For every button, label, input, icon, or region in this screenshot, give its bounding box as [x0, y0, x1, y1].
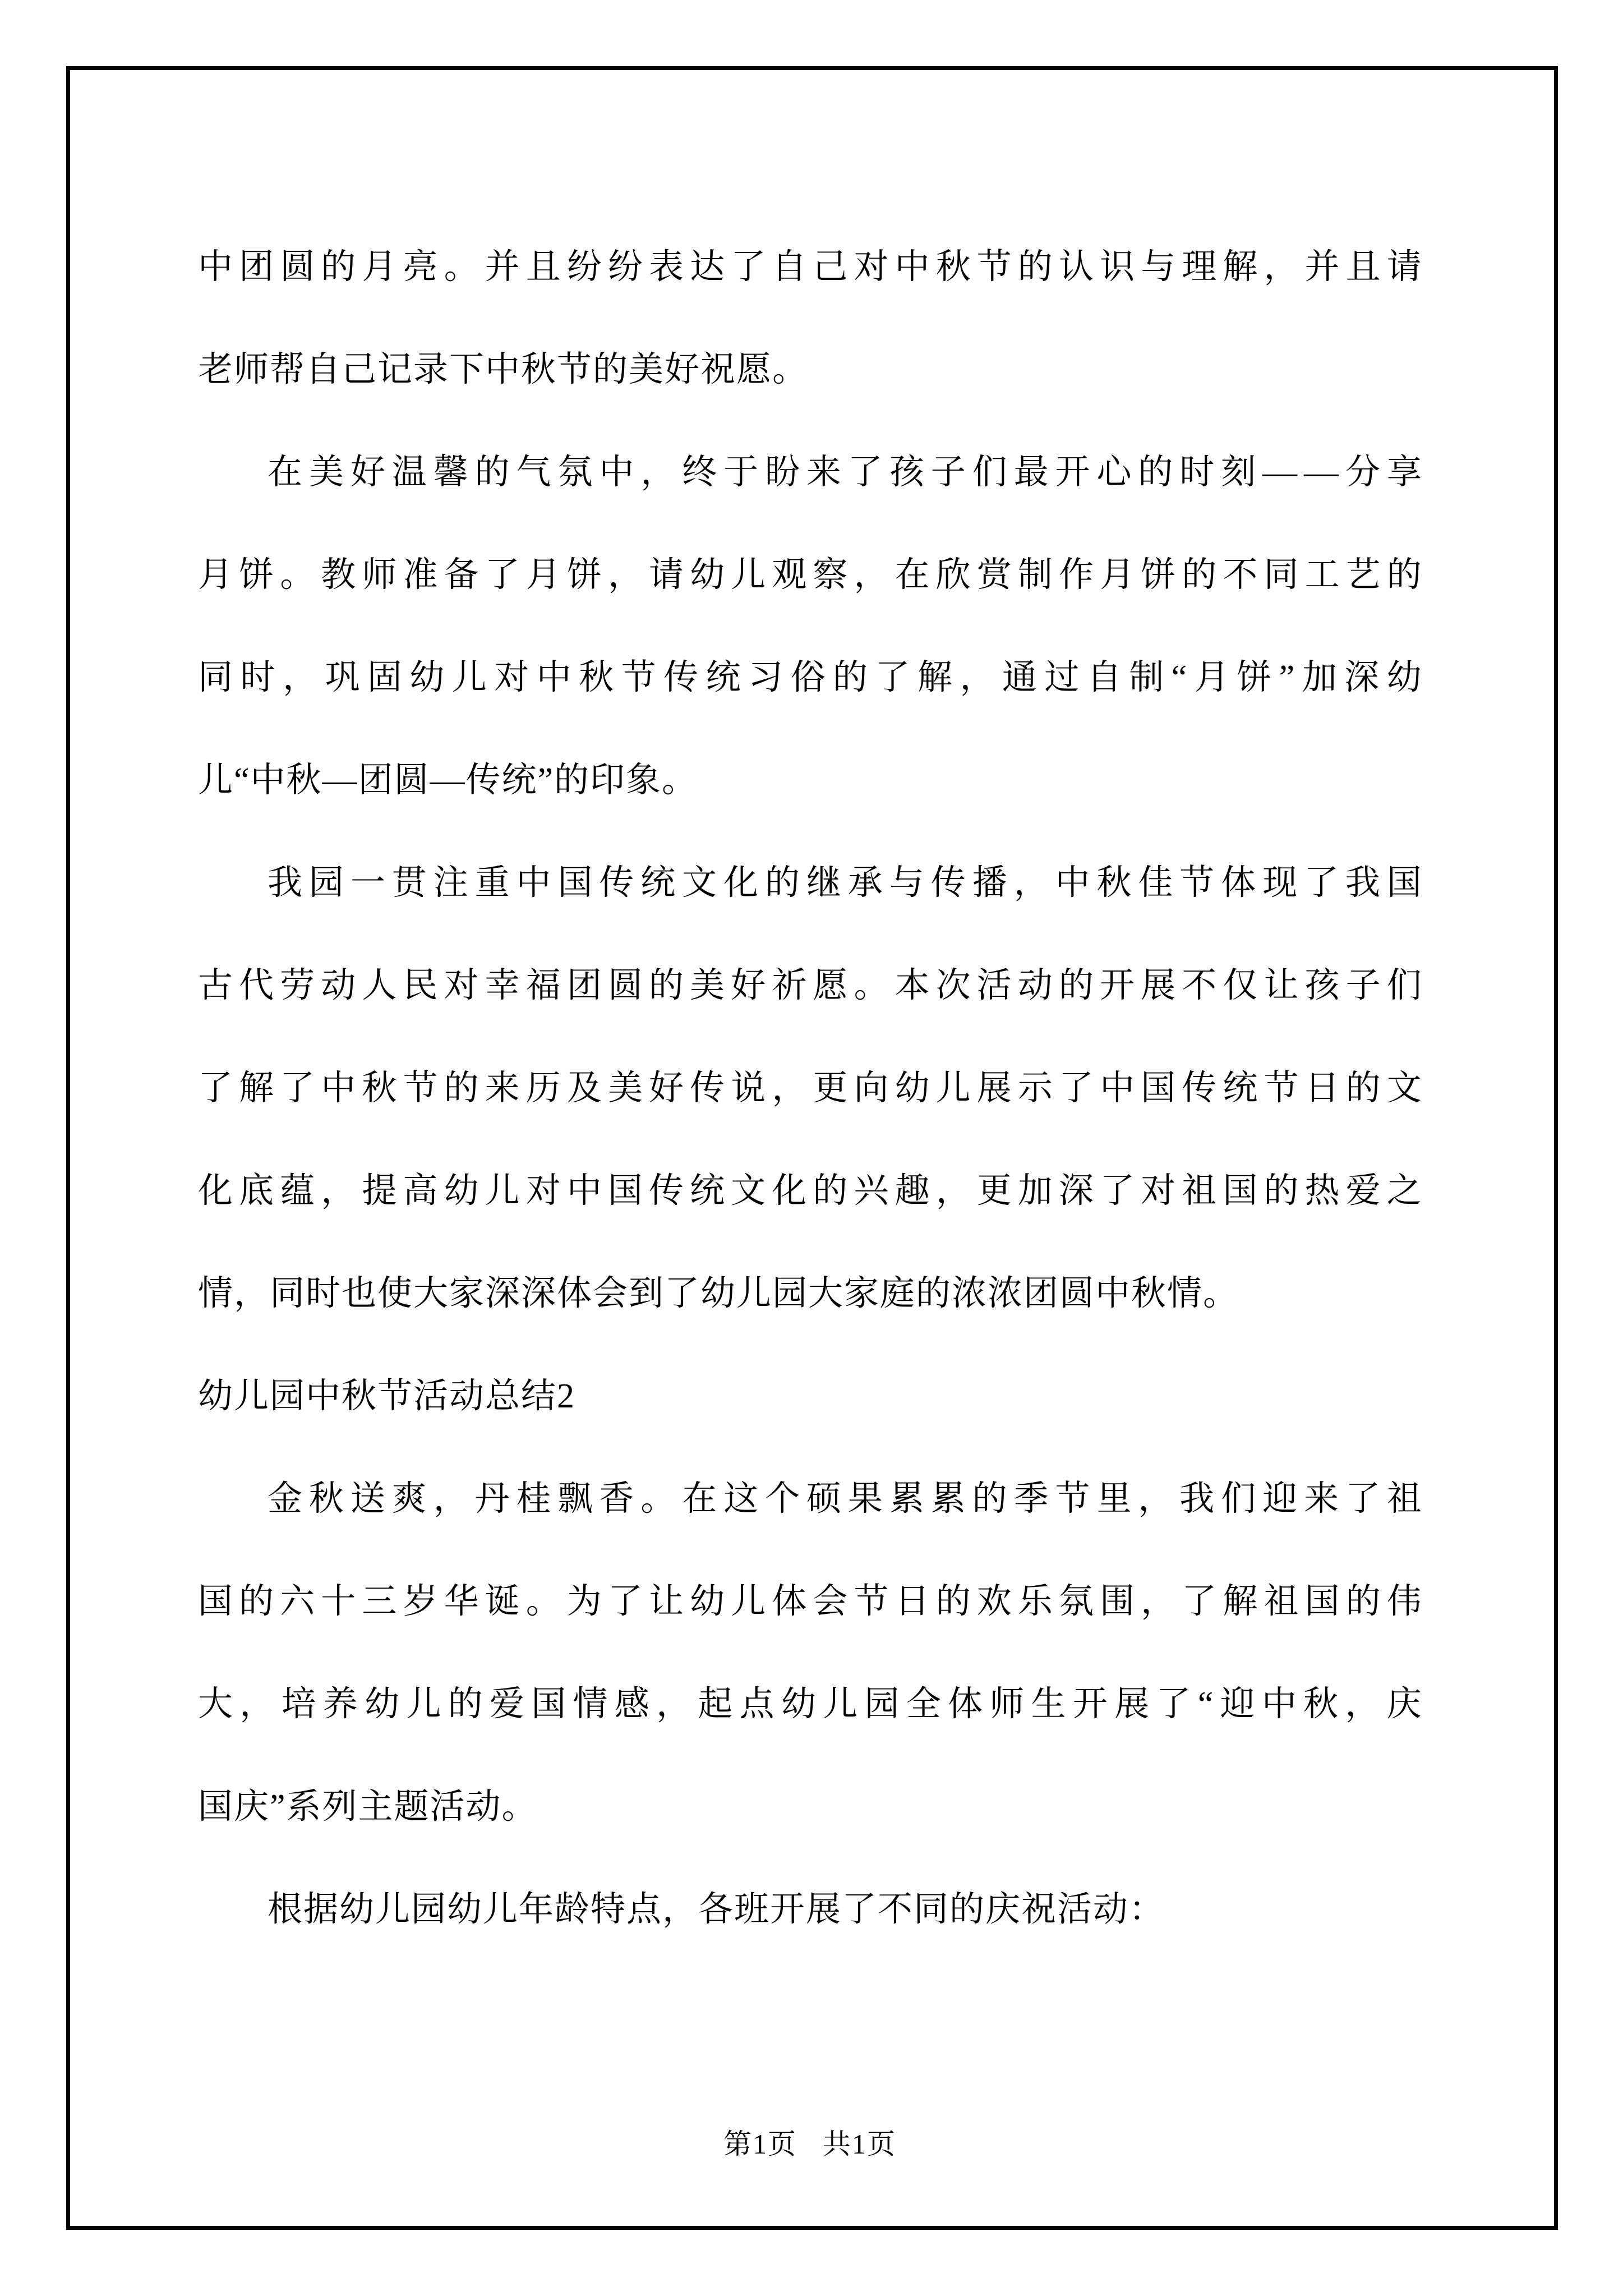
text-line: 儿“中秋—团圆—传统”的印象。 [198, 761, 698, 799]
text-line: 大 ， 培 养 幼 儿 的 爱 国 情 感 ， 起 点 幼 儿 园 全 体 师 生 开 展 了 “ 迎 中 秋 ， 庆 [198, 1685, 1422, 1723]
text-line: 国 的 六 十 三 岁 华 诞 。 为 了 让 幼 儿 体 会 节 日 的 欢 乐 氛 围 ， 了 解 祖 国 的 伟 [198, 1582, 1422, 1621]
text-line: 情，同时也使大家深深体会到了幼儿园大家庭的浓浓团圆中秋情。 [198, 1274, 1239, 1313]
text-line: 老师帮自己记录下中秋节的美好祝愿。 [198, 351, 809, 389]
page-number-label: 第1页 [723, 2128, 797, 2160]
text-line: 月 饼 。 教 师 准 备 了 月 饼 ， 请 幼 儿 观 察 ， 在 欣 赏 制 作 月 饼 的 不 同 工 艺 的 [198, 556, 1422, 594]
text-line: 化 底 蕴 ， 提 高 幼 儿 对 中 国 传 统 文 化 的 兴 趣 ， 更 加 深 了 对 祖 国 的 热 爱 之 [198, 1172, 1422, 1210]
text-line: 中 团 圆 的 月 亮 。 并 且 纷 纷 表 达 了 自 己 对 中 秋 节 的 认 识 与 理 解 ， 并 且 请 [198, 248, 1422, 286]
text-line: 了 解 了 中 秋 节 的 来 历 及 美 好 传 说 ， 更 向 幼 儿 展 示 了 中 国 传 统 节 日 的 文 [198, 1069, 1422, 1107]
text-line: 我 园 一 贯 注 重 中 国 传 统 文 化 的 继 承 与 传 播 ， 中 秋 佳 节 体 现 了 我 国 [268, 864, 1422, 902]
text-line: 金 秋 送 爽 ， 丹 桂 飘 香 。 在 这 个 硕 果 累 累 的 季 节 里 ， 我 们 迎 来 了 祖 [268, 1480, 1422, 1518]
text-line: 古 代 劳 动 人 民 对 幸 福 团 圆 的 美 好 祈 愿 。 本 次 活 动 的 开 展 不 仅 让 孩 子 们 [198, 967, 1422, 1005]
page-footer [198, 2116, 1422, 2172]
text-line: 根据幼儿园幼儿年龄特点，各班开展了不同的庆祝活动： [268, 1890, 1165, 1929]
section-heading: 幼儿园中秋节活动总结2 [198, 1377, 576, 1415]
text-line: 国庆”系列主题活动。 [198, 1788, 538, 1826]
text-line: 在 美 好 温 馨 的 气 氛 中 ， 终 于 盼 来 了 孩 子 们 最 开 心 的 时 刻 — — 分 享 [268, 453, 1422, 491]
document-body [198, 216, 1422, 1961]
page-total-label: 共1页 [823, 2128, 896, 2160]
text-line: 同 时 ， 巩 固 幼 儿 对 中 秋 节 传 统 习 俗 的 了 解 ， 通 过 自 制 “ 月 饼 ” 加 深 幼 [198, 659, 1422, 697]
